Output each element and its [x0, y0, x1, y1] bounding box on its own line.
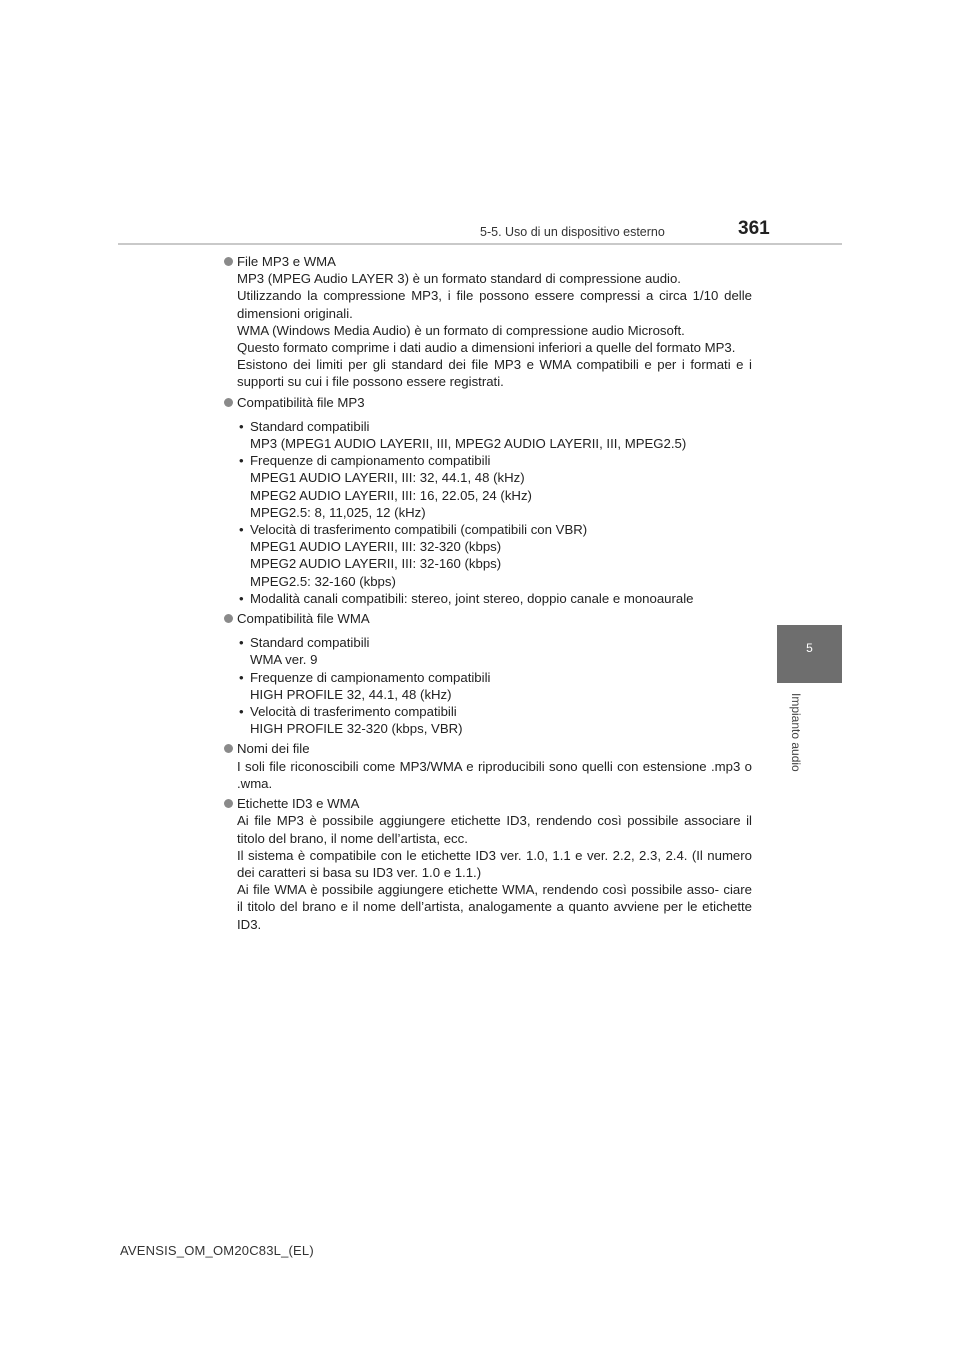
- section-heading: Etichette ID3 e WMA: [237, 796, 360, 812]
- sub-list-item: [237, 452, 752, 521]
- bullet-section: [224, 394, 752, 607]
- sub-list-item: [237, 669, 752, 703]
- sub-list-item: [237, 418, 752, 452]
- sub-list-line: HIGH PROFILE 32, 44.1, 48 (kHz): [250, 686, 452, 702]
- bullet-section: [224, 795, 752, 933]
- sub-list-line: MPEG1 AUDIO LAYERII, III: 32, 44.1, 48 (kHz): [250, 470, 525, 486]
- paragraph: Ai file WMA è possibile aggiungere etichette WMA, rendendo così possibile asso- ciare il titolo del brano e il nome dell’artista, analogamente a quanto avviene per le etichette ID3.: [237, 882, 752, 932]
- chapter-tab: [777, 625, 842, 683]
- section-heading: File MP3 e WMA: [237, 254, 336, 269]
- paragraph: I soli file riconoscibili come MP3/WMA e riproducibili sono quelli con estensione .mp3 o .wma.: [237, 758, 752, 791]
- section-heading: Compatibilità file MP3: [237, 394, 365, 410]
- sub-list-line: Modalità canali compatibili: stereo, joint stereo, doppio canale e monoaurale: [250, 590, 694, 606]
- sub-list-line: MPEG2.5: 32-160 (kbps): [250, 573, 396, 589]
- paragraph: Questo formato comprime i dati audio a dimensioni inferiori a quelle del formato MP3.: [237, 340, 736, 356]
- bullet-dot-icon: [224, 614, 233, 623]
- bullet-marker: •: [239, 453, 244, 469]
- document-id: AVENSIS_OM_OM20C83L_(EL): [120, 1243, 314, 1258]
- sub-list-line: MPEG2 AUDIO LAYERII, III: 16, 22.05, 24 (kHz): [250, 487, 532, 503]
- bullet-section: [224, 740, 752, 792]
- bullet-marker: •: [239, 704, 244, 720]
- sub-list: [237, 634, 752, 737]
- sub-list-item: [237, 590, 752, 607]
- bullet-marker: •: [239, 590, 244, 606]
- sub-list-line: MPEG2 AUDIO LAYERII, III: 32-160 (kbps): [250, 556, 502, 572]
- main-content: [224, 253, 752, 936]
- sub-list-line: MP3 (MPEG1 AUDIO LAYERII, III, MPEG2 AUDIO LAYERII, III, MPEG2.5): [250, 436, 687, 452]
- paragraph: MP3 (MPEG Audio LAYER 3) è un formato standard di compressione audio.: [237, 271, 681, 287]
- chapter-label: Impianto audio: [789, 693, 803, 772]
- sub-list-line: Velocità di trasferimento compatibili: [250, 704, 457, 720]
- bullet-dot-icon: [224, 257, 233, 266]
- bullet-marker: •: [239, 635, 244, 651]
- paragraph: Ai file MP3 è possibile aggiungere etichette ID3, rendendo così possibile associare il titolo del brano, il nome dell’artista, ecc.: [237, 813, 752, 846]
- sub-list-item: [237, 521, 752, 590]
- bullet-marker: •: [239, 522, 244, 538]
- bullet-marker: •: [239, 669, 244, 685]
- sub-list-line: MPEG1 AUDIO LAYERII, III: 32-320 (kbps): [250, 539, 502, 555]
- paragraph: Utilizzando la compressione MP3, i file possono essere compressi a circa 1/10 delle dimensioni originali.: [237, 288, 752, 321]
- bullet-dot-icon: [224, 799, 233, 808]
- header-divider: [118, 243, 842, 245]
- bullet-dot-icon: [224, 398, 233, 407]
- sub-list-line: WMA ver. 9: [250, 652, 318, 668]
- paragraph: Il sistema è compatibile con le etichette ID3 ver. 1.0, 1.1 e ver. 2.2, 2.3, 2.4. (Il numero dei caratteri si basa su ID3 ver. 1.0 e 1.1.): [237, 847, 752, 880]
- sub-list-line: Velocità di trasferimento compatibili (compatibili con VBR): [250, 522, 588, 538]
- bullet-section: [224, 610, 752, 737]
- page-number: 361: [738, 218, 770, 239]
- sub-list-item: [237, 634, 752, 668]
- paragraph: WMA (Windows Media Audio) è un formato di compressione audio Microsoft.: [237, 322, 685, 338]
- sub-list-line: Standard compatibili: [250, 418, 370, 434]
- chapter-number: 5: [806, 641, 813, 655]
- sub-list-line: HIGH PROFILE 32-320 (kbps, VBR): [250, 721, 463, 737]
- sub-list-line: Standard compatibili: [250, 635, 370, 651]
- bullet-dot-icon: [224, 744, 233, 753]
- section-heading: Compatibilità file WMA: [237, 611, 370, 627]
- sub-list-line: Frequenze di campionamento compatibili: [250, 453, 491, 469]
- section-title: 5-5. Uso di un dispositivo esterno: [480, 225, 665, 239]
- sub-list: [237, 418, 752, 607]
- bullet-section: [224, 253, 752, 391]
- sub-list-item: [237, 703, 752, 737]
- paragraph: Esistono dei limiti per gli standard dei file MP3 e WMA compatibili e per i formati e i supporti su cui i file possono essere registrati.: [237, 357, 752, 390]
- section-heading: Nomi dei file: [237, 741, 310, 757]
- sub-list-line: Frequenze di campionamento compatibili: [250, 669, 491, 685]
- sub-list-line: MPEG2.5: 8, 11,025, 12 (kHz): [250, 504, 426, 520]
- bullet-marker: •: [239, 418, 244, 434]
